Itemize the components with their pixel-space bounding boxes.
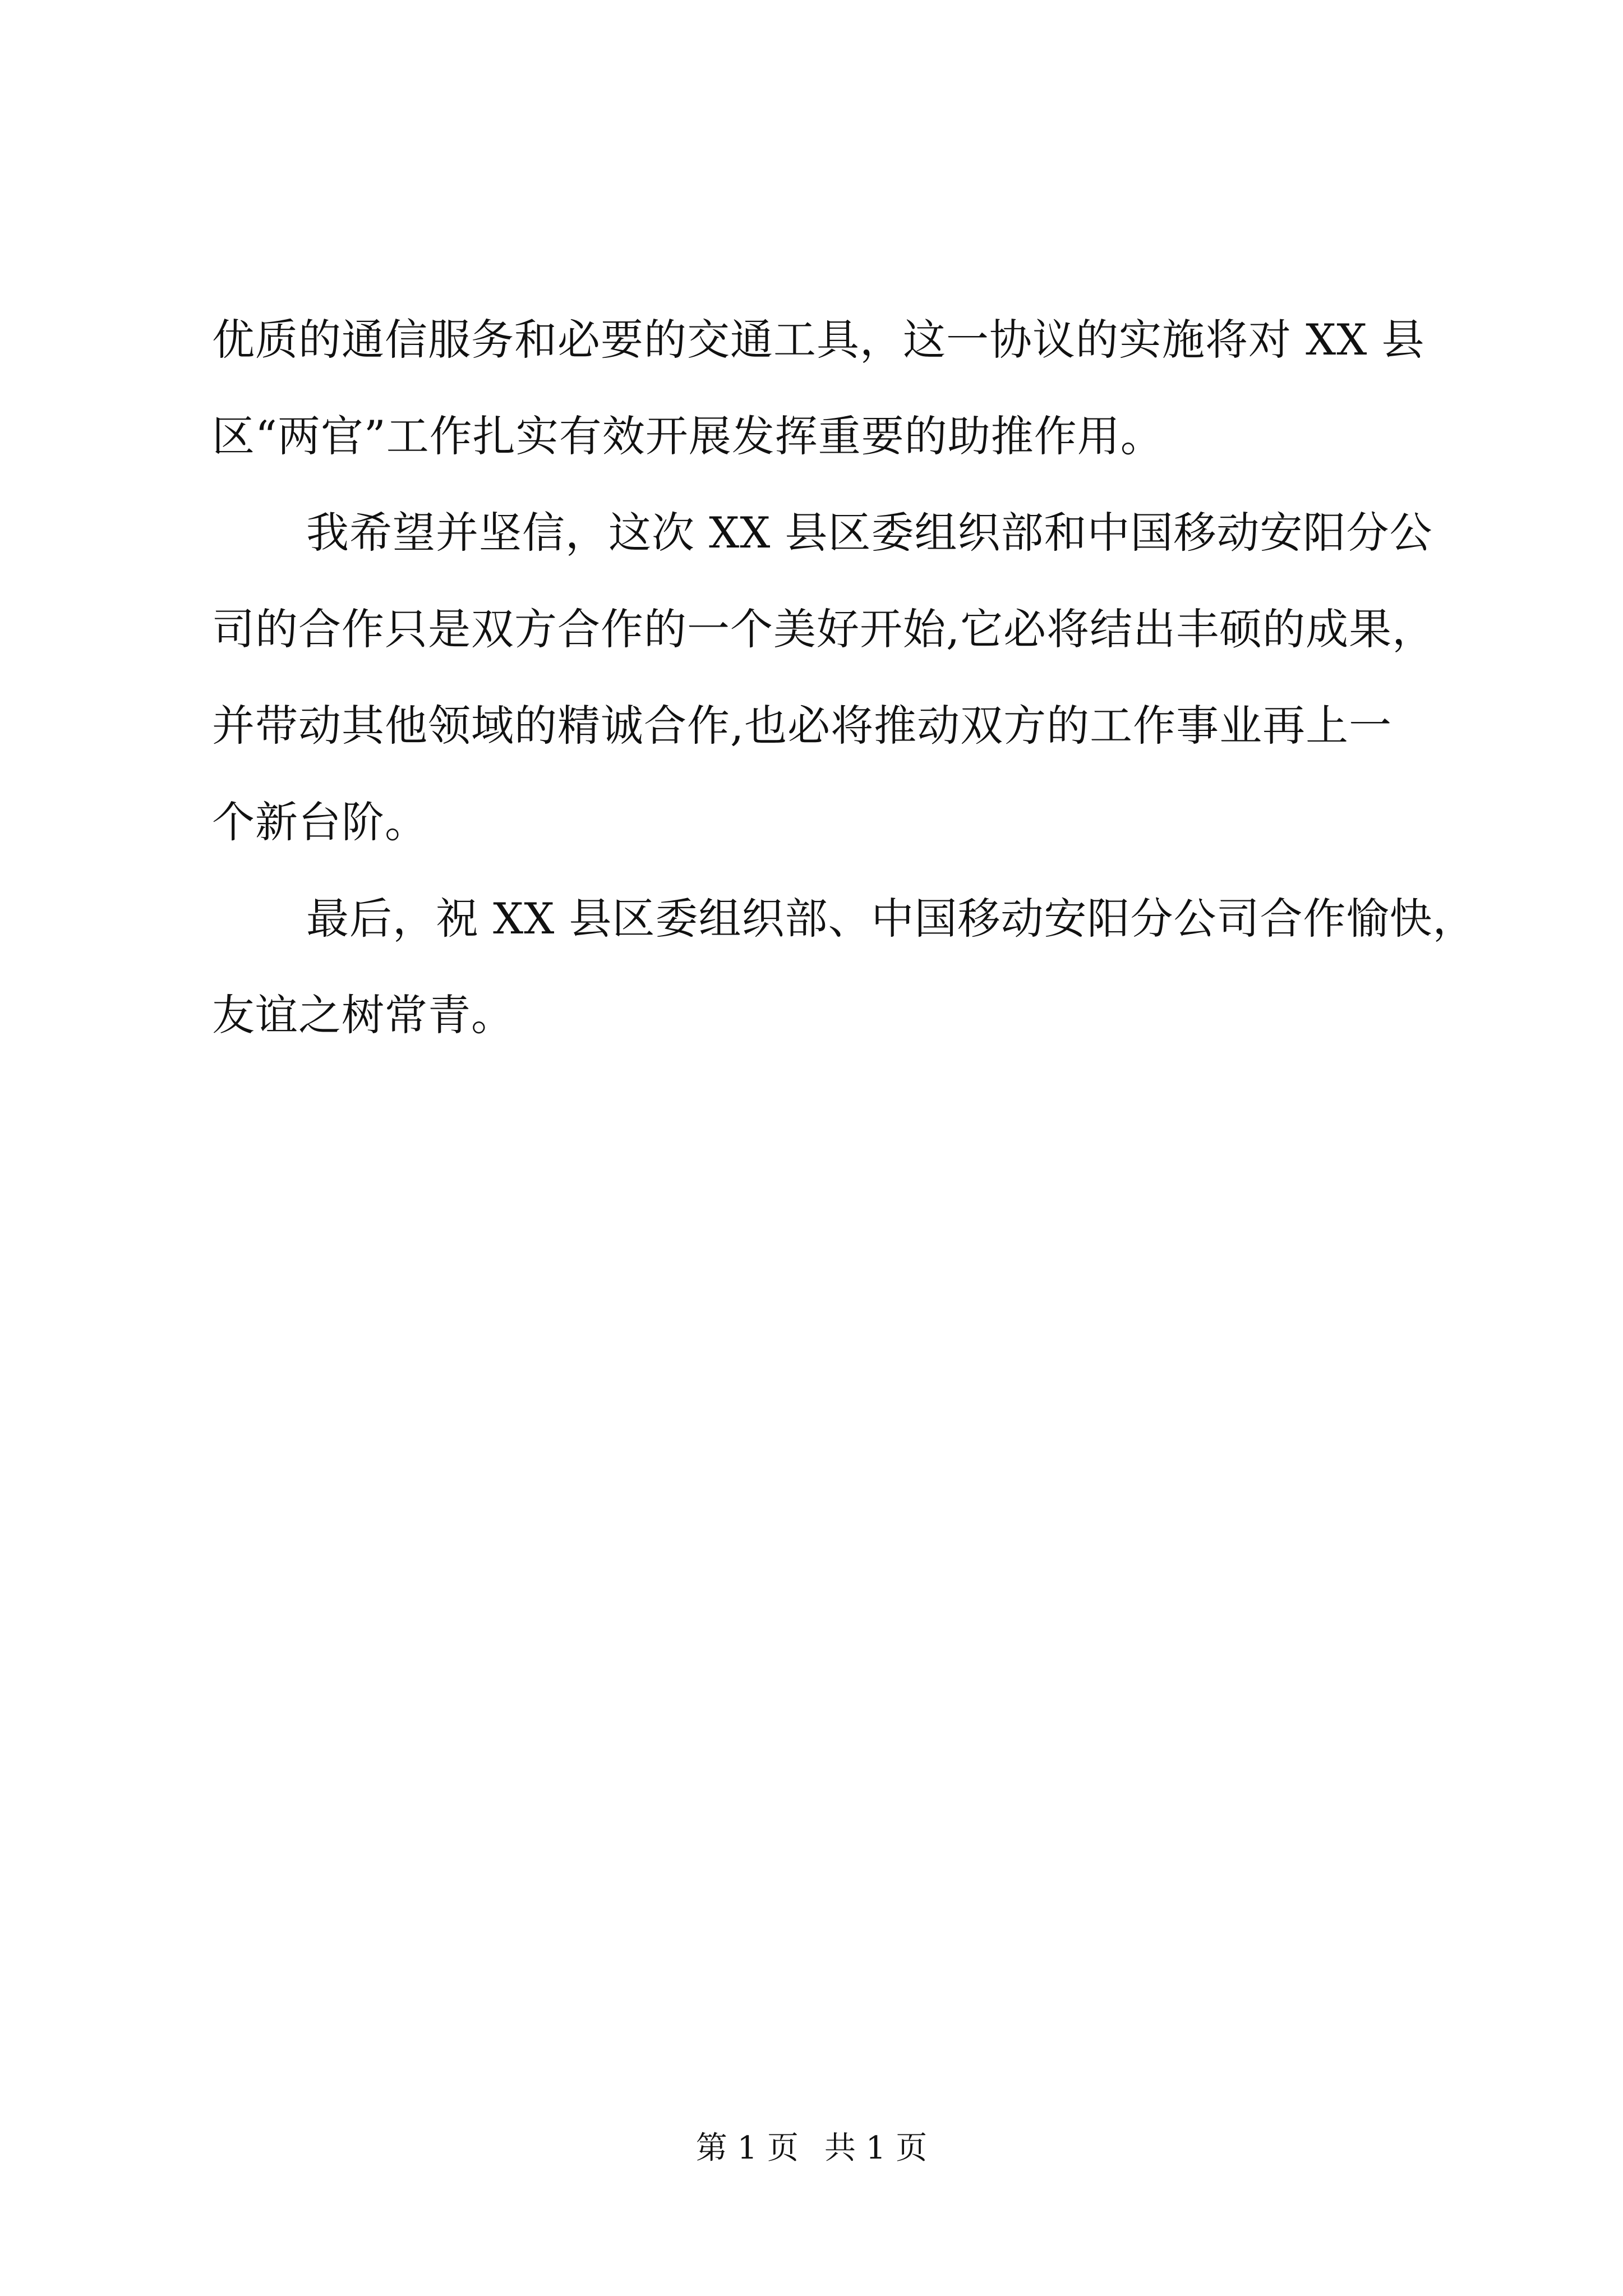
page-number: 第 1 页 <box>695 2130 799 2166</box>
page-total: 共 1 页 <box>824 2130 928 2166</box>
paragraph-start-line: 最后，祝 XX 县区委组织部、中国移动安阳分公司合作愉快， <box>306 894 1476 944</box>
paragraph-start-line: 我希望并坚信，这次 XX 县区委组织部和中国移动安阳分公 <box>306 508 1433 558</box>
text-line: 个新台阶。 <box>212 797 428 847</box>
text-line: 友谊之树常青。 <box>212 990 514 1040</box>
document-body <box>212 292 1476 1064</box>
text-line: 并带动其他领域的精诚合作,也必将推动双方的工作事业再上一 <box>212 701 1393 751</box>
text-line: 区“两官”工作扎实有效开展发挥重要的助推作用。 <box>212 411 1164 461</box>
text-line: 司的合作只是双方合作的一个美好开始,它必将结出丰硕的成果， <box>212 604 1436 654</box>
page-footer <box>0 2126 1623 2171</box>
text-line: 优质的通信服务和必要的交通工具，这一协议的实施将对 XX 县 <box>212 315 1425 365</box>
